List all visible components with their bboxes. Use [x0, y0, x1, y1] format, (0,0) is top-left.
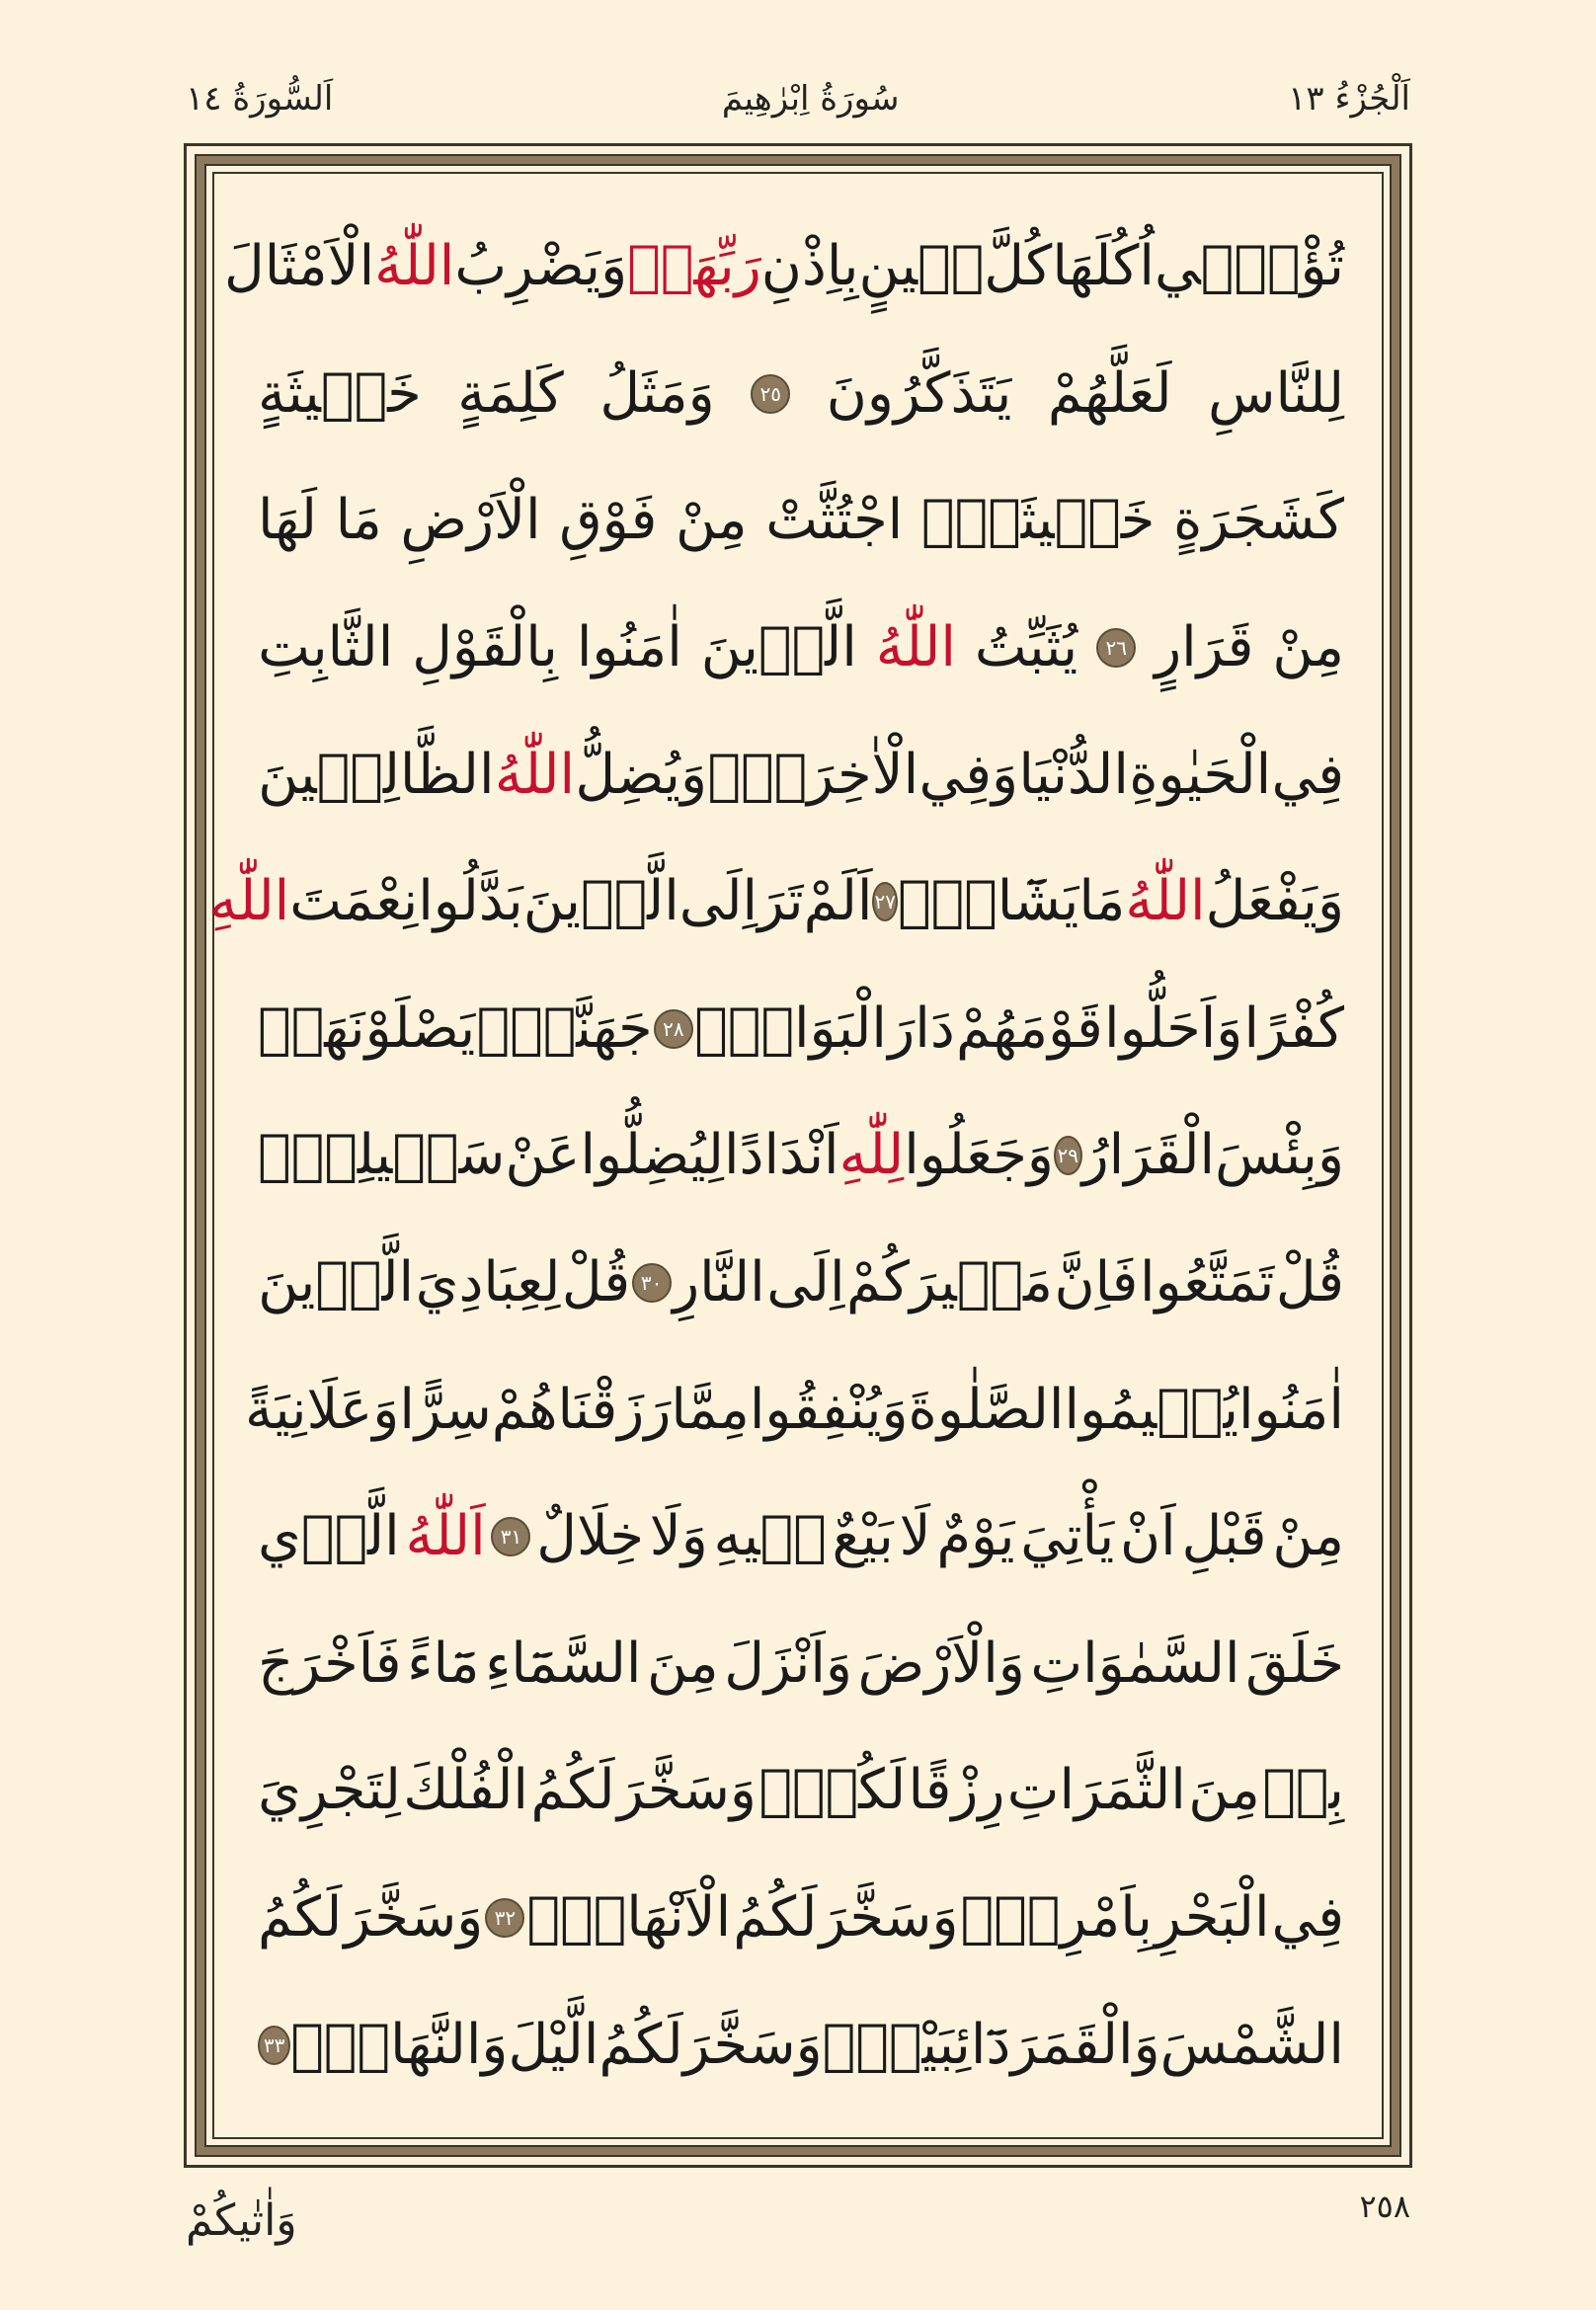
word: الثَّمَرَاتِ [1006, 1758, 1186, 1823]
word: وَجَعَلُوا [904, 1123, 1054, 1188]
word: اُكُلَهَا [1052, 234, 1155, 299]
divine-name-word: اللّٰهُ [1125, 869, 1206, 934]
word: قَبْلِ [1181, 1504, 1267, 1569]
word: الْاَنْهَارَۚ [526, 1885, 732, 1951]
word: جَهَنَّمَۚ [476, 996, 653, 1061]
word: كَشَجَرَةٍ [1172, 488, 1344, 553]
ayah-number-marker: ٢٦ [1096, 628, 1136, 668]
word: مِنْ [676, 488, 748, 553]
word: الْقَرَارُ [1081, 1123, 1216, 1188]
ayah-number-marker: ٢٧ [872, 882, 897, 921]
word: مِمَّا [671, 1377, 750, 1442]
word: مِنَ [1188, 1758, 1260, 1823]
word: مَا [1078, 869, 1126, 934]
page-header [186, 69, 1410, 128]
word: دَٓائِبَيْنِۚ [822, 2012, 1011, 2077]
word: وَمَثَلُ [599, 360, 715, 426]
word: النَّارِ [673, 1250, 765, 1315]
word: الدُّنْيَا [1018, 742, 1129, 807]
text-line [258, 331, 1344, 458]
page-number: ٢٥٨ [1359, 2188, 1410, 2225]
word: يُقٖيمُوا [1064, 1377, 1239, 1442]
ayah-number-marker: ٣٣ [258, 2026, 290, 2065]
word: الَّذٖينَ [522, 869, 679, 934]
word: نِعْمَتَ [289, 869, 419, 934]
word: حٖينٍ [858, 234, 985, 299]
word: وَسَخَّرَ [616, 1758, 757, 1823]
word: كُلَّ [984, 234, 1053, 299]
word: لِيُضِلُّوا [580, 1123, 724, 1188]
word: بِاِذْنِ [760, 234, 859, 299]
word: يَوْمٌ [936, 1504, 1015, 1569]
divine-name-word: رَبِّهَاۜ [627, 234, 761, 299]
word: مَا [335, 488, 382, 553]
text-line [244, 1346, 1344, 1474]
word: وَاَحَلُّوا [1104, 996, 1243, 1061]
word: وَفِي [918, 742, 1019, 807]
text-line [258, 585, 1344, 712]
word: الشَّمْسَ [1159, 2012, 1344, 2077]
word: الصَّلٰوةَ [908, 1377, 1065, 1442]
word: وَيُنْفِقُوا [749, 1377, 909, 1442]
word: مِنْ [1272, 615, 1344, 680]
word: وَالْقَمَرَ [1010, 2012, 1160, 2077]
word: لِتَجْرِيَ [258, 1758, 401, 1823]
word: بِاَمْرِهٖۚ [960, 1885, 1153, 1951]
ayah-number-marker: ٢٩ [1054, 1136, 1082, 1175]
word: اَلَمْ [803, 869, 873, 934]
word: رَزَقْنَاهُمْ [491, 1377, 672, 1442]
word: بِهٖ [1262, 1758, 1344, 1823]
word: لَعَلَّهُمْ [1047, 360, 1172, 426]
text-line [258, 457, 1344, 585]
text-line [258, 711, 1344, 838]
word: اَنْ [1120, 1504, 1176, 1569]
text-line [209, 838, 1344, 966]
surah-number-label: اَلسُّورَةُ ١٤ [186, 79, 334, 119]
word: اٰمَنُوا [1238, 1377, 1344, 1442]
word: لَكُمُ [258, 1885, 343, 1951]
word: الْاَرْضِ [400, 488, 541, 553]
juz-label: اَلْجُزْءُ ١٣ [1288, 79, 1410, 119]
word: يُثَبِّتُ [974, 615, 1078, 680]
word: قُلْ [561, 1250, 631, 1315]
word: الْاَمْثَالَ [224, 234, 375, 299]
word: الْفُلْكَ [403, 1758, 528, 1823]
word: كُفْرًا [1243, 996, 1344, 1061]
word: قُلْ [1275, 1250, 1344, 1315]
word: مِنَ [647, 1631, 719, 1696]
page-footer [186, 2188, 1410, 2257]
word: وَالنَّهَارَۚ [290, 2012, 509, 2077]
text-line [224, 203, 1344, 331]
word: فَوْقِ [559, 488, 658, 553]
word: وَسَخَّرَ [682, 2012, 823, 2077]
word: الثَّابِتِ [258, 615, 394, 680]
word: اِلَى [678, 869, 758, 934]
word: بَيْعٌ [832, 1504, 894, 1569]
page-frame [184, 143, 1412, 2168]
word: خَلَقَ [1245, 1631, 1344, 1696]
word: سَبٖيلِهٖۜ [258, 1123, 506, 1188]
word: يَتَذَكَّرُونَ [826, 360, 1012, 426]
word: فِي [1271, 1885, 1344, 1951]
text-line [258, 1727, 1344, 1855]
divine-name-word: لِلّٰهِ [838, 1123, 905, 1188]
ayah-number-marker: ٣٠ [632, 1263, 672, 1303]
word: فٖيهِ [713, 1504, 827, 1569]
word: وَسَخَّرَ [344, 1885, 484, 1951]
word: الَّيْلَ [508, 2012, 599, 2077]
word: يَشَٓاءُ۟ [897, 869, 1079, 934]
text-line [258, 1981, 1344, 2109]
word: رِزْقًا [908, 1758, 1005, 1823]
word: وَعَلَانِيَةً [244, 1377, 400, 1442]
word: وَاَنْزَلَ [724, 1631, 852, 1696]
word: وَسَخَّرَ [819, 1885, 959, 1951]
quran-text [209, 203, 1344, 2110]
divine-name-word: اللّٰهُ [374, 234, 455, 299]
word: لِعِبَادِيَ [415, 1250, 561, 1315]
word: الْحَيٰوةِ [1129, 742, 1272, 807]
word: الَّذٖينَ [258, 1250, 415, 1315]
surah-name: سُورَةُ اِبْرٰهِيمَ [721, 79, 900, 119]
word: الْاٰخِرَةِۚ [707, 742, 919, 807]
word: عَنْ [505, 1123, 581, 1188]
word: الظَّالِمٖينَ [258, 742, 495, 807]
text-line [258, 1601, 1344, 1728]
word: اَنْدَادًا [724, 1123, 839, 1188]
text-line [258, 1474, 1344, 1601]
word: السَّمَٓاءِ [485, 1631, 642, 1696]
word: يَأْتِيَ [1020, 1504, 1115, 1569]
word: لَكُمُ [733, 1885, 818, 1951]
text-line [258, 1220, 1344, 1347]
word: لَكُمْۚ [758, 1758, 907, 1823]
word: وَيُضِلُّ [575, 742, 707, 807]
word: تَرَ [758, 869, 804, 934]
word: لَهَا [258, 488, 317, 553]
ayah-number-marker: ٢٥ [751, 374, 790, 414]
word: اٰمَنُوا [576, 615, 682, 680]
word: تَمَتَّعُوا [1139, 1250, 1275, 1315]
word: لَا [899, 1504, 931, 1569]
word: اِلَى [766, 1250, 845, 1315]
word: الْبَوَارِۙ [694, 996, 887, 1061]
word: سِرًّا [399, 1377, 492, 1442]
word: فِي [1271, 742, 1344, 807]
divine-name-word: اَللّٰهُ [405, 1504, 486, 1569]
word: وَيَفْعَلُ [1205, 869, 1344, 934]
word: خَبٖيثَةٍ [258, 360, 422, 426]
catchword: وَاٰتٰيكُمْ [186, 2195, 297, 2246]
word: لَكُمُ [598, 2012, 683, 2077]
divine-name-word: اللّٰهِ [209, 869, 290, 934]
word: فَاَخْرَجَ [258, 1631, 402, 1696]
word: وَيَضْرِبُ [454, 234, 628, 299]
ayah-number-marker: ٣٢ [485, 1898, 524, 1938]
word: لَكُمُ [530, 1758, 615, 1823]
word: وَالْاَرْضَ [857, 1631, 1025, 1696]
word: خَبٖيثَةِۨ [920, 488, 1156, 553]
divine-name-word: اللّٰهُ [875, 615, 956, 680]
text-line [258, 1092, 1344, 1220]
word: فَاِنَّ [1054, 1250, 1139, 1315]
word: مَٓاءً [407, 1631, 480, 1696]
word: مِنْ [1272, 1504, 1344, 1569]
text-line [258, 1855, 1344, 1982]
word: السَّمٰوَاتِ [1030, 1631, 1240, 1696]
word: يَصْلَوْنَهَاۜ [258, 996, 476, 1061]
ayah-number-marker: ٣١ [491, 1517, 530, 1556]
divine-name-word: اللّٰهُ [494, 742, 576, 807]
word: الَّذٖينَ [700, 615, 857, 680]
word: خِلَالٌ [536, 1504, 644, 1569]
text-line [258, 966, 1344, 1093]
word: بِالْقَوْلِ [412, 615, 558, 680]
word: قَرَارٍ [1155, 615, 1254, 680]
word: بَدَّلُوا [418, 869, 523, 934]
word: لِلنَّاسِ [1208, 360, 1344, 426]
word: قَوْمَهُمْ [956, 996, 1103, 1061]
ayah-number-marker: ٢٨ [654, 1009, 693, 1049]
word: وَبِئْسَ [1215, 1123, 1344, 1188]
word: الْبَحْرِ [1154, 1885, 1270, 1951]
word: كَلِمَةٍ [457, 360, 564, 426]
word: اجْتُثَّتْ [765, 488, 904, 553]
word: وَلَا [649, 1504, 708, 1569]
word: الَّذٖي [258, 1504, 400, 1569]
word: دَارَ [888, 996, 955, 1061]
word: مَصٖيرَكُمْ [846, 1250, 1053, 1315]
word: تُؤْتٖٓي [1154, 234, 1344, 299]
